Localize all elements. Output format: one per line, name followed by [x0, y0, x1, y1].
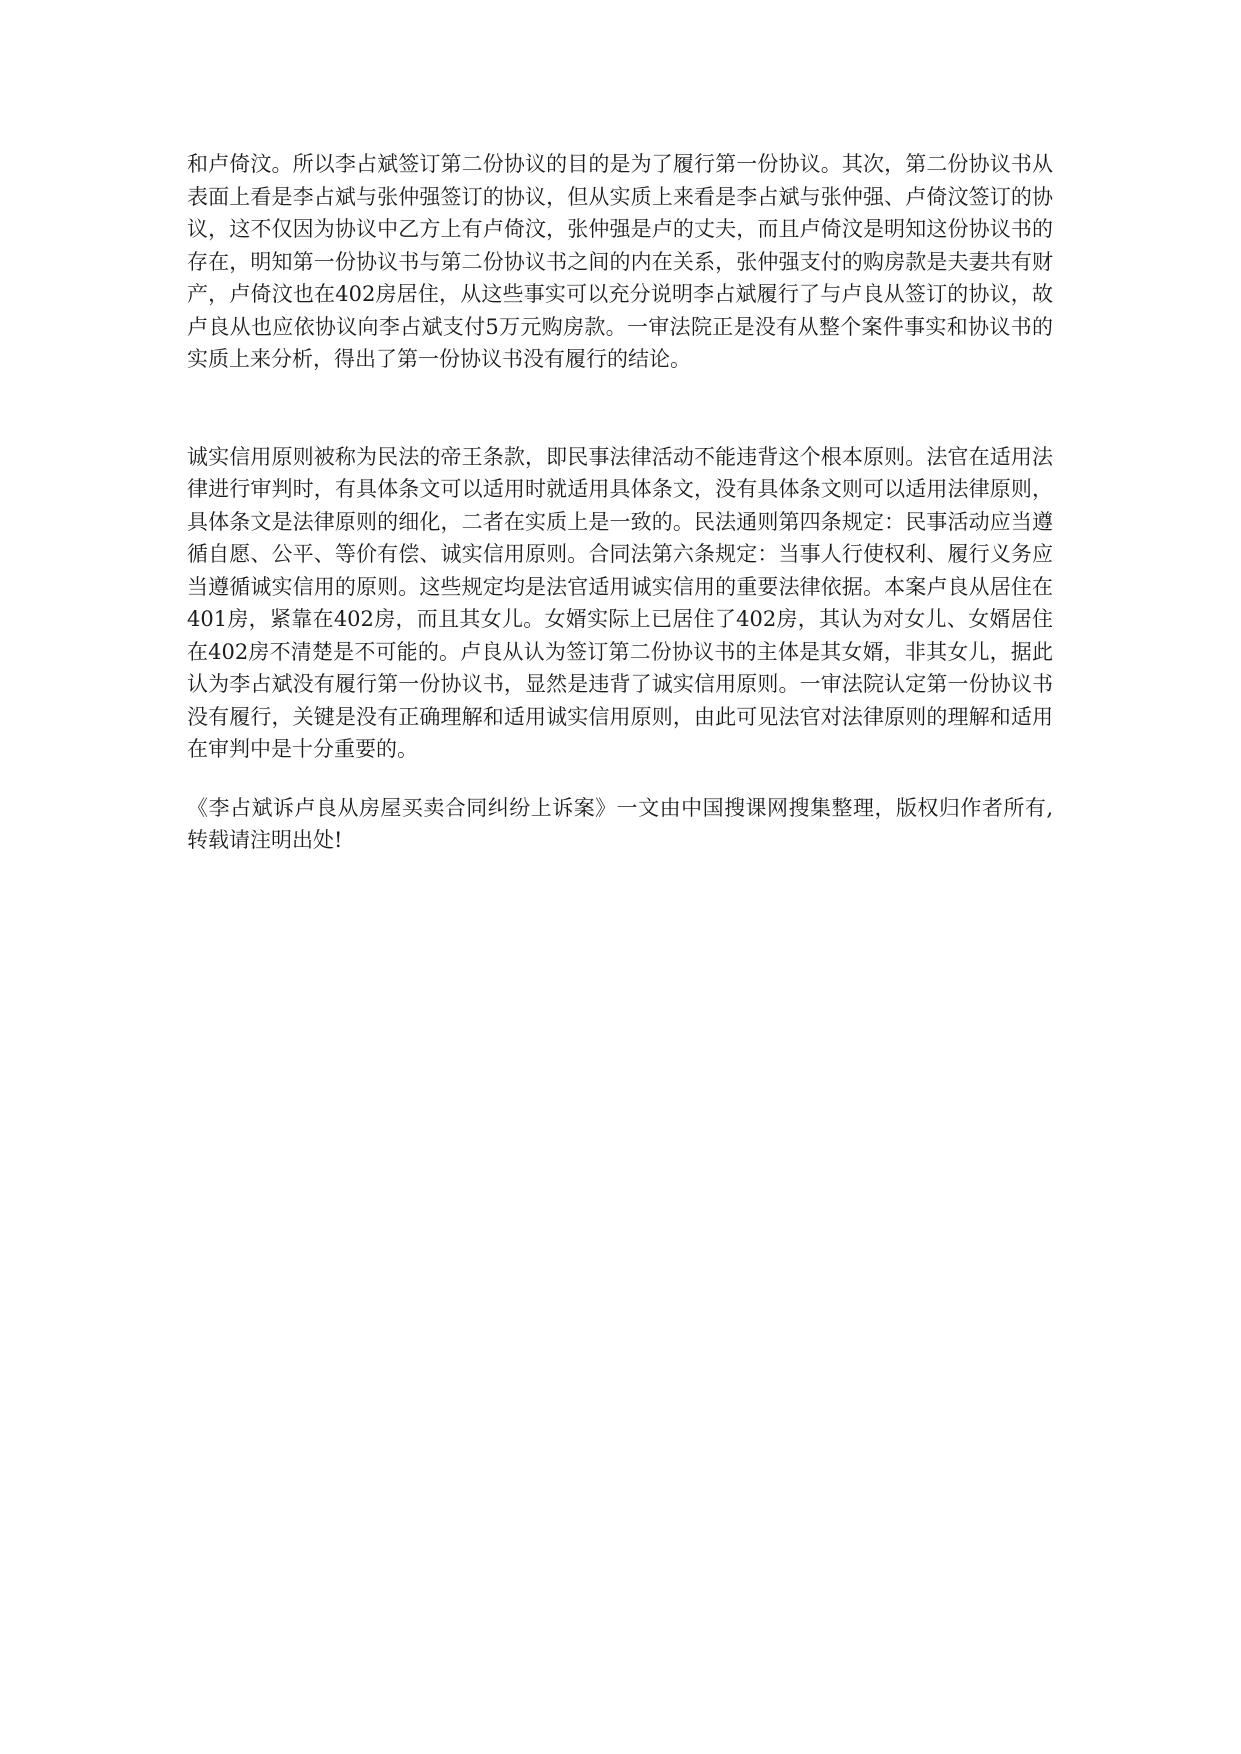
paragraph-spacer [187, 766, 1053, 792]
paragraph-good-faith-principle: 诚实信用原则被称为民法的帝王条款，即民事法律活动不能违背这个根本原则。法官在适用法律进行审判时，有具体条文可以适用时就适用具体条文，没有具体条文则可以适用法律原则，具体条文是法律原则的细化，二者在实质上是一致的。民法通则第四条规定：民事活动应当遵循自愿、公平、等价有偿、诚实信用原则。合同法第六条规定：当事人行使权利、履行义务应当遵循诚实信用的原则。这些规定均是法官适用诚实信用的重要法律依据。本案卢良从居住在401房，紧靠在402房，而且其女儿。女婿实际上已居住了402房，其认为对女儿、女婿居住在402房不清楚是不可能的。卢良从认为签订第二份协议书的主体是其女婿，非其女儿，据此认为李占斌没有履行第一份协议书，显然是违背了诚实信用原则。一审法院认定第一份协议书没有履行，关键是没有正确理解和适用诚实信用原则，由此可见法官对法律原则的理解和适用在审判中是十分重要的。 [187, 444, 1053, 761]
paragraph-spacer [187, 376, 1053, 441]
paragraph-agreement-analysis: 和卢倚汶。所以李占斌签订第二份协议的目的是为了履行第一份协议。其次，第二份协议书从表面上看是李占斌与张仲强签订的协议，但从实质上来看是李占斌与张仲强、卢倚汶签订的协议，这不仅因为协议中乙方上有卢倚汶，张仲强是卢的丈夫，而且卢倚汶是明知这份协议书的存在，明知第一份协议书与第二份协议书之间的内在关系，张仲强支付的购房款是夫妻共有财产，卢倚汶也在402房居住，从这些事实可以充分说明李占斌履行了与卢良从签订的协议，故卢良从也应依协议向李占斌支付5万元购房款。一审法院正是没有从整个案件事实和协议书的实质上来分析，得出了第一份协议书没有履行的结论。 [187, 152, 1053, 371]
document-body [187, 148, 1053, 857]
paragraph-source-notice: 《李占斌诉卢良从房屋买卖合同纠纷上诉案》一文由中国搜课网搜集整理，版权归作者所有,转载请注明出处! [187, 795, 1053, 852]
